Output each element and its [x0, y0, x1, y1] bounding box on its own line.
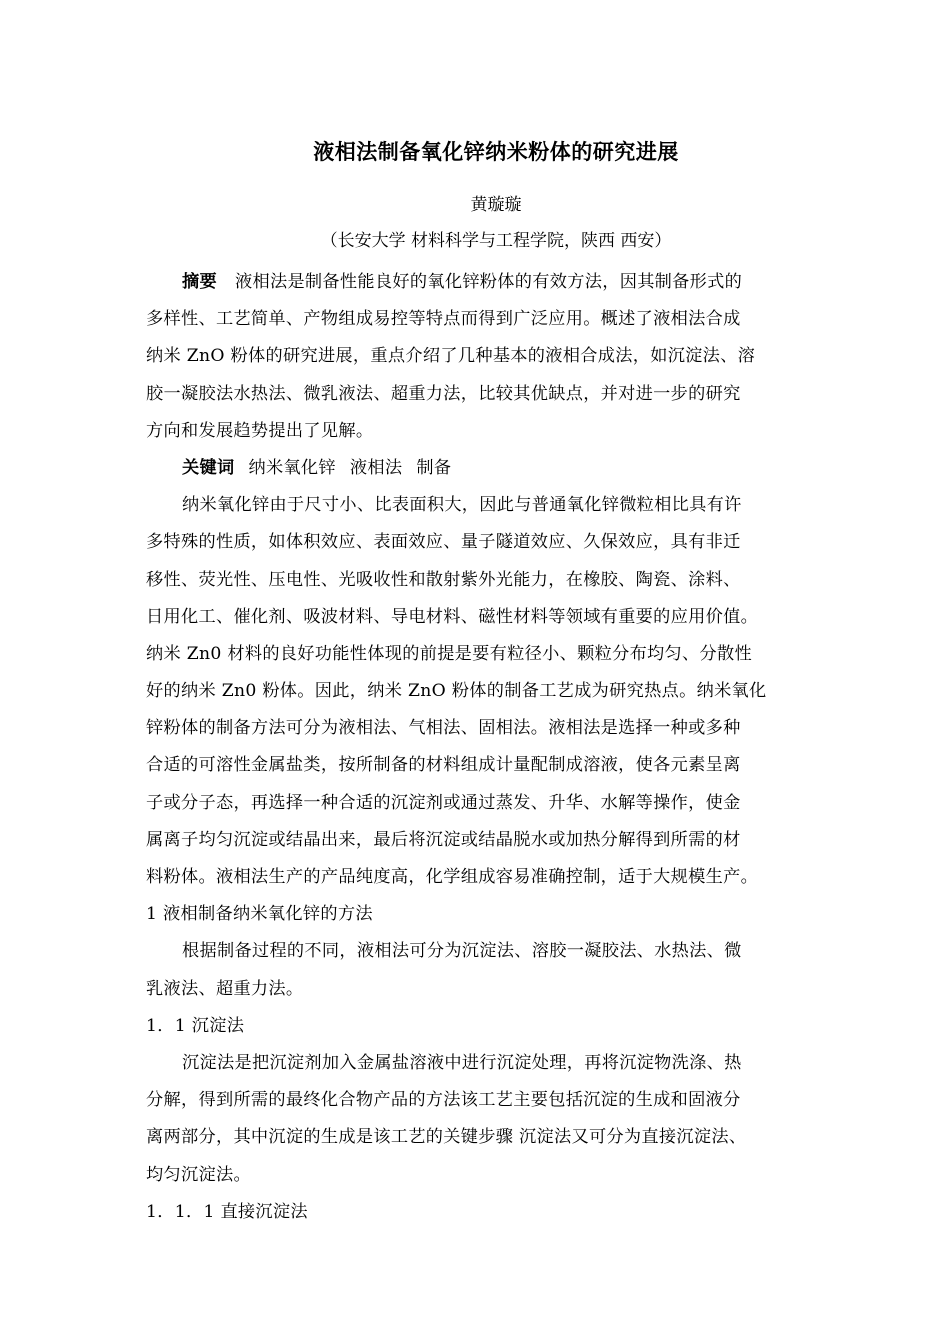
abstract-line: 纳米 ZnO 粉体的研究进展，重点介绍了几种基本的液相合成法，如沉淀法、溶	[146, 346, 756, 367]
keyword-item: 制备	[416, 457, 452, 478]
abstract-line: 方向和发展趋势提出了见解。	[146, 420, 374, 441]
intro-line: 多特殊的性质，如体积效应、表面效应、量子隧道效应、久保效应，具有非迁	[146, 532, 741, 553]
intro-line: 移性、荧光性、压电性、光吸收性和散射紫外光能力，在橡胶、陶瓷、涂料、	[146, 569, 741, 590]
abstract-line	[146, 264, 810, 301]
document-body	[146, 264, 810, 1231]
subsection-line: 均匀沉淀法。	[146, 1164, 251, 1185]
abstract-label: 摘要	[182, 272, 217, 292]
intro-line: 日用化工、催化剂、吸波材料、导电材料、磁性材料等领域有重要的应用价值。	[146, 606, 759, 627]
author-name: 黄璇璇	[470, 195, 522, 215]
subsection-line: 离两部分，其中沉淀的生成是该工艺的关键步骤 沉淀法又可分为直接沉淀法、	[146, 1127, 747, 1148]
intro-line: 锌粉体的制备方法可分为液相法、气相法、固相法。液相法是选择一种或多种	[146, 718, 741, 739]
keyword-item: 液相法	[349, 457, 403, 478]
section-line: 根据制备过程的不同，液相法可分为沉淀法、溶胶一凝胶法、水热法、微	[182, 941, 742, 962]
subsection-line: 沉淀法是把沉淀剂加入金属盐溶液中进行沉淀处理，再将沉淀物洗涤、热	[182, 1052, 742, 1073]
abstract-line: 多样性、工艺简单、产物组成易控等特点而得到广泛应用。概述了液相法合成	[146, 309, 741, 330]
subsection-heading: 1．1 沉淀法	[146, 1015, 245, 1036]
author-affiliation: （长安大学 材料科学与工程学院，陕西 西安）	[320, 231, 672, 251]
subsection-line: 分解，得到所需的最终化合物产品的方法该工艺主要包括沉淀的生成和固液分	[146, 1090, 741, 1111]
intro-line: 好的纳米 Zn0 粉体。因此，纳米 ZnO 粉体的制备工艺成为研究热点。纳米氧化	[146, 681, 767, 702]
document-title: 液相法制备氧化锌纳米粉体的研究进展	[313, 139, 679, 164]
section-line: 乳液法、超重力法。	[146, 978, 304, 999]
keywords-line	[146, 450, 810, 487]
keywords-label: 关键词	[182, 457, 235, 478]
intro-line: 料粉体。液相法生产的产品纯度高，化学组成容易准确控制，适于大规模生产。	[146, 867, 759, 887]
keyword-item: 纳米氧化锌	[248, 457, 336, 478]
abstract-text: 液相法是制备性能良好的氧化锌粉体的有效方法，因其制备形式的	[234, 272, 743, 292]
subsubsection-heading: 1．1．1 直接沉淀法	[146, 1201, 308, 1222]
intro-line: 合适的可溶性金属盐类，按所制备的材料组成计量配制成溶液，使各元素呈离	[146, 755, 741, 776]
intro-line: 纳米 Zn0 材料的良好功能性体现的前提是要有粒径小、颗粒分布均匀、分散性	[146, 643, 752, 664]
intro-line: 纳米氧化锌由于尺寸小、比表面积大，因此与普通氧化锌微粒相比具有许	[182, 495, 742, 516]
section-heading: 1 液相制备纳米氧化锌的方法	[146, 904, 373, 925]
abstract-line: 胶一凝胶法水热法、微乳液法、超重力法，比较其优缺点，并对进一步的研究	[146, 383, 741, 404]
intro-line: 属离子均匀沉淀或结晶出来，最后将沉淀或结晶脱水或加热分解得到所需的材	[146, 829, 741, 850]
intro-line: 子或分子态，再选择一种合适的沉淀剂或通过蒸发、升华、水解等操作，使金	[146, 792, 741, 813]
